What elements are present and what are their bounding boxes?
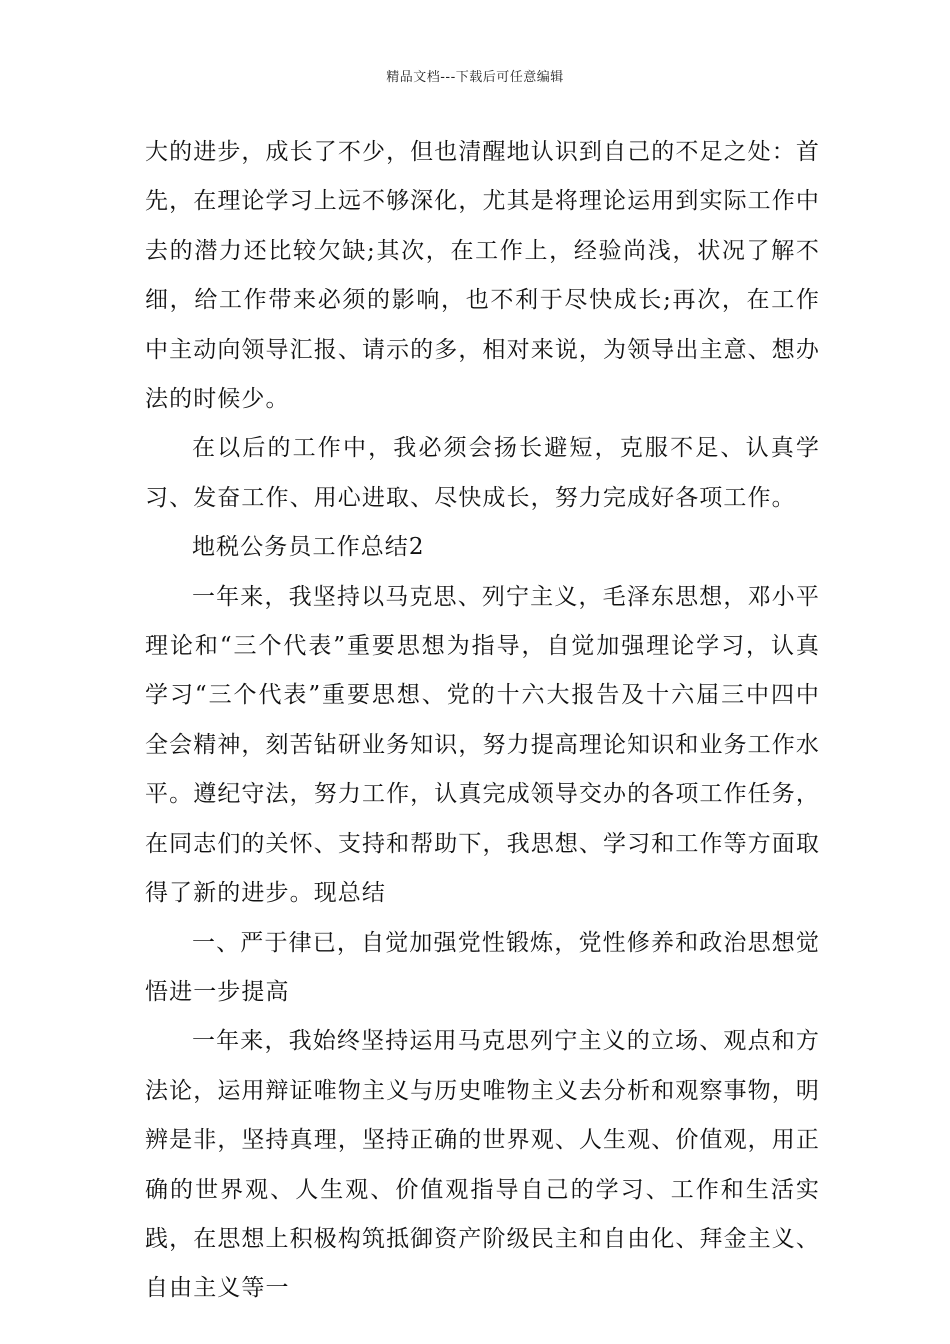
subsection-heading: 一、严于律已，自觉加强党性锻炼，党性修养和政治思想觉悟进一步提高 <box>145 929 820 1005</box>
document-body <box>145 128 820 1314</box>
paragraph-3: 一年来，我坚持以马克思、列宁主义，毛泽东思想，邓小平理论和“三个代表”重要思想为指导，自觉加强理论学习，认真学习“三个代表”重要思想、党的十六大报告及十六届三中四中全会精神，刻苦钻研业务知识，努力提高理论知识和业务工作水平。遵纪守法，努力工作，认真完成领导交办的各项工作任务，在同志们的关怀、支持和帮助下，我思想、学习和工作等方面取得了新的进步。现总结 <box>145 583 820 907</box>
paragraph-4: 一年来，我始终坚持运用马克思列宁主义的立场、观点和方法论，运用辩证唯物主义与历史唯物主义去分析和观察事物，明辨是非，坚持真理，坚持正确的世界观、人生观、价值观，用正确的世界观、人生观、价值观指导自己的学习、工作和生活实践，在思想上积极构筑抵御资产阶级民主和自由化、拜金主义、自由主义等一 <box>145 1028 820 1302</box>
paragraph-1: 大的进步，成长了不少，但也清醒地认识到自己的不足之处：首先，在理论学习上远不够深化，尤其是将理论运用到实际工作中去的潜力还比较欠缺;其次，在工作上，经验尚浅，状况了解不细，给工作带来必须的影响，也不利于尽快成长;再次，在工作中主动向领导汇报、请示的多，相对来说，为领导出主意、想办法的时候少。 <box>145 139 820 413</box>
page-header: 精品文档---下载后可任意编辑 <box>386 70 564 85</box>
section-title: 地税公务员工作总结2 <box>192 534 425 561</box>
paragraph-2: 在以后的工作中，我必须会扬长避短，克服不足、认真学习、发奋工作、用心进取、尽快成长，努力完成好各项工作。 <box>145 435 820 511</box>
